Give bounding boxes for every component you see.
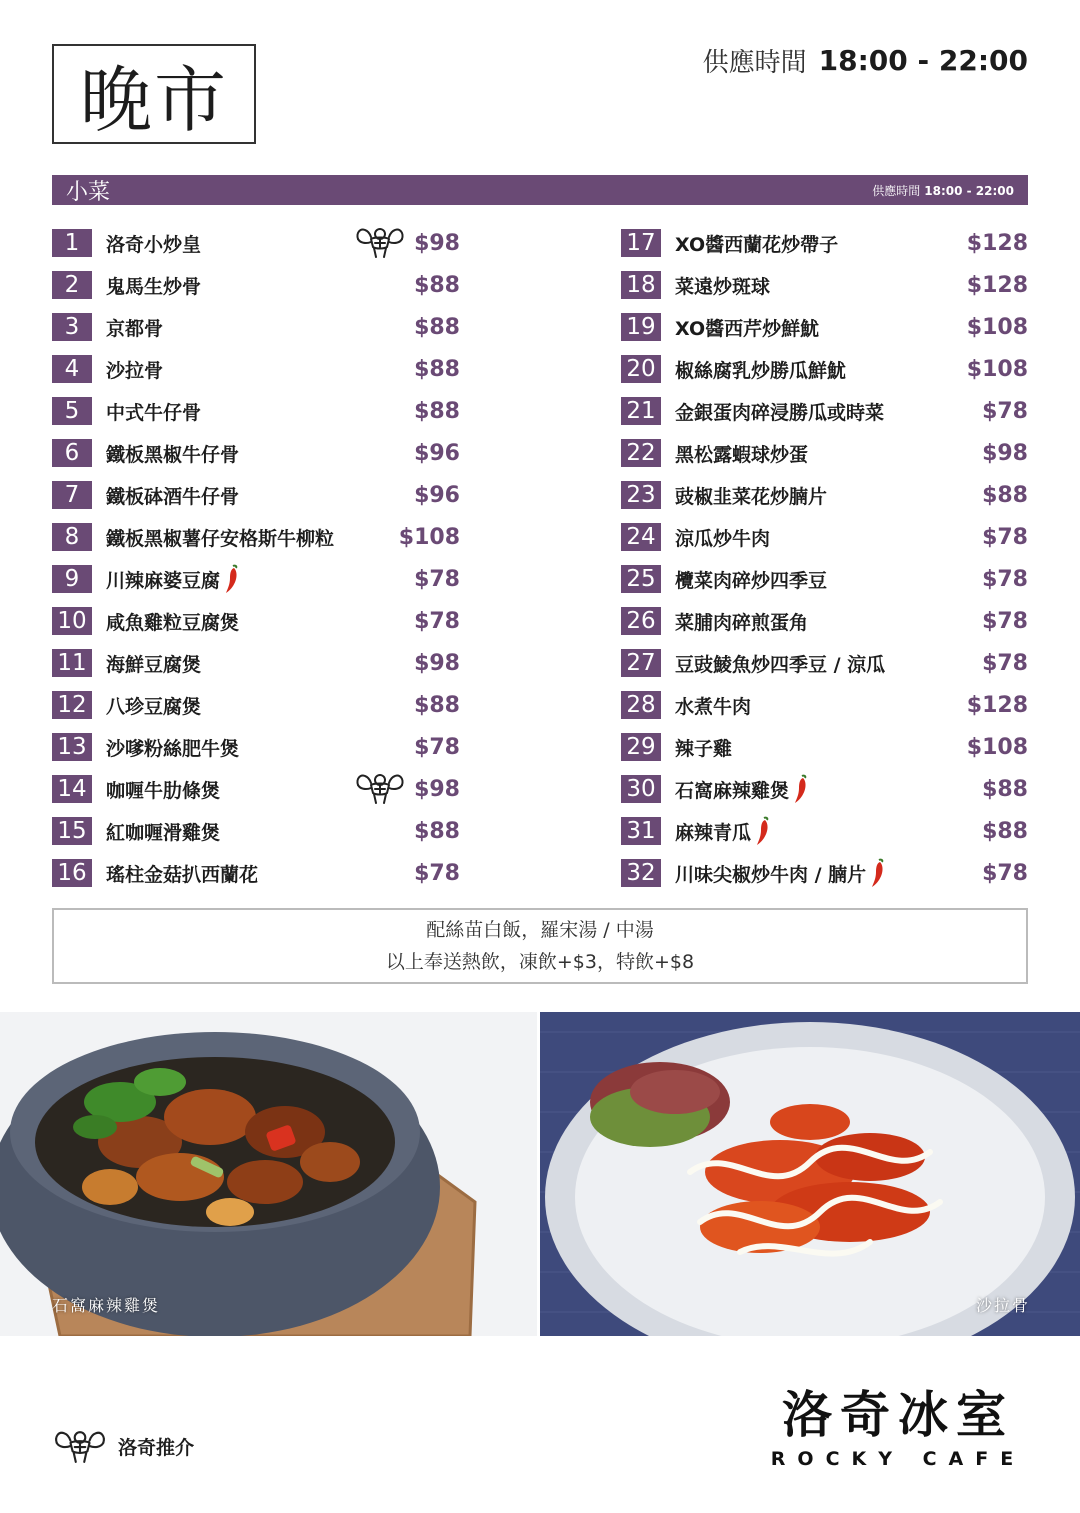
item-name-wrap <box>675 314 819 341</box>
menu-item <box>52 810 460 852</box>
legend <box>52 1428 194 1464</box>
item-price: $78 <box>414 566 460 592</box>
menu-item <box>52 390 460 432</box>
menu-item <box>621 684 1028 726</box>
item-number: 15 <box>52 817 92 845</box>
menu-item <box>52 768 460 810</box>
item-price: $128 <box>966 272 1028 298</box>
item-name-wrap <box>106 860 258 887</box>
item-price: $88 <box>982 776 1028 802</box>
item-name: 麻辣青瓜 <box>675 821 752 844</box>
set-note <box>52 908 1028 984</box>
menu-item <box>52 516 460 558</box>
chili-icon <box>755 816 771 846</box>
item-price: $78 <box>982 398 1028 424</box>
item-name-wrap <box>106 608 239 635</box>
item-price: $98 <box>414 650 460 676</box>
service-hours-label: 供應時間 <box>702 47 807 78</box>
menu-item <box>621 726 1028 768</box>
item-number: 3 <box>52 313 92 341</box>
rocky-recommend-icon <box>354 225 406 259</box>
item-name-wrap <box>675 272 770 299</box>
item-name-wrap <box>675 608 808 635</box>
item-name: 咖喱牛肋條煲 <box>106 779 221 802</box>
item-price: $88 <box>414 398 460 424</box>
menu-item <box>621 264 1028 306</box>
item-price: $88 <box>982 818 1028 844</box>
menu-item <box>621 768 1028 810</box>
item-name-wrap <box>106 272 201 299</box>
item-price: $108 <box>398 524 460 550</box>
item-name: 石窩麻辣雞煲 <box>675 779 790 802</box>
item-name-wrap <box>106 650 201 677</box>
item-name: 鐵板砵酒牛仔骨 <box>106 485 240 508</box>
item-name: 沙嗲粉絲肥牛煲 <box>106 737 240 760</box>
item-name-wrap <box>106 356 163 383</box>
item-name-wrap <box>106 482 239 509</box>
photo-caption-left: 石窩麻辣雞煲 <box>52 1296 161 1315</box>
item-number: 8 <box>52 523 92 551</box>
item-name-wrap <box>675 774 809 804</box>
item-name-wrap <box>106 440 239 467</box>
item-number: 13 <box>52 733 92 761</box>
menu-item <box>621 222 1028 264</box>
item-name-wrap <box>106 398 201 425</box>
item-name: 洛奇小炒皇 <box>106 233 202 256</box>
salad-ribs-image <box>540 1012 1080 1336</box>
menu-item <box>52 642 460 684</box>
item-name-wrap <box>675 524 770 551</box>
item-number: 22 <box>621 439 661 467</box>
item-name: 八珍豆腐煲 <box>106 695 202 718</box>
item-name-wrap <box>675 482 827 509</box>
item-name: 京都骨 <box>106 317 164 340</box>
item-name-wrap <box>675 356 846 383</box>
chili-icon <box>870 858 886 888</box>
item-number: 14 <box>52 775 92 803</box>
menu-item <box>52 474 460 516</box>
item-name-wrap <box>675 734 732 761</box>
item-number: 26 <box>621 607 661 635</box>
rocky-mascot-icon <box>52 1428 108 1464</box>
item-name: XO醬西芹炒鮮魷 <box>675 317 820 340</box>
item-name-wrap <box>106 734 239 761</box>
item-number: 27 <box>621 649 661 677</box>
item-number: 25 <box>621 565 661 593</box>
set-note-line-2: 以上奉送熱飲，凍飲+$3，特飲+$8 <box>385 951 695 973</box>
item-name-wrap <box>675 230 838 257</box>
item-price: $78 <box>982 608 1028 634</box>
item-name-wrap <box>106 230 201 257</box>
menu-item <box>621 516 1028 558</box>
item-price: $88 <box>414 818 460 844</box>
item-price: $108 <box>966 356 1028 382</box>
menu-item <box>52 726 460 768</box>
menu-item <box>52 600 460 642</box>
item-name: 涼瓜炒牛肉 <box>675 527 771 550</box>
item-name: 咸魚雞粒豆腐煲 <box>106 611 240 634</box>
item-number: 28 <box>621 691 661 719</box>
item-number: 32 <box>621 859 661 887</box>
item-price: $88 <box>982 482 1028 508</box>
item-name: 菜遠炒斑球 <box>675 275 771 298</box>
item-price: $128 <box>966 230 1028 256</box>
page-title: 晚市 <box>52 44 256 144</box>
claypot-chicken-image <box>0 1012 537 1336</box>
item-price: $96 <box>414 440 460 466</box>
item-name: 辣子雞 <box>675 737 733 760</box>
section-service-hours <box>872 182 1014 199</box>
item-price: $88 <box>414 356 460 382</box>
service-hours-time: 18:00 - 22:00 <box>818 43 1028 77</box>
item-number: 10 <box>52 607 92 635</box>
item-price: $98 <box>414 776 460 802</box>
menu-item <box>621 852 1028 894</box>
item-name-wrap <box>106 524 334 551</box>
item-price: $96 <box>414 482 460 508</box>
item-price: $128 <box>966 692 1028 718</box>
item-number: 9 <box>52 565 92 593</box>
menu-item <box>621 390 1028 432</box>
section-service-label: 供應時間 <box>872 183 921 198</box>
item-price: $108 <box>966 734 1028 760</box>
item-price: $78 <box>414 860 460 886</box>
item-name: 水煮牛肉 <box>675 695 752 718</box>
item-number: 24 <box>621 523 661 551</box>
item-name: 椒絲腐乳炒勝瓜鮮魷 <box>675 359 847 382</box>
item-number: 12 <box>52 691 92 719</box>
item-number: 1 <box>52 229 92 257</box>
section-service-time: 18:00 - 22:00 <box>924 183 1014 198</box>
item-number: 31 <box>621 817 661 845</box>
item-price: $78 <box>982 860 1028 886</box>
item-name-wrap <box>106 776 220 803</box>
menu-item <box>621 432 1028 474</box>
brand-name-en: ROCKY CAFE <box>770 1448 1026 1470</box>
item-number: 23 <box>621 481 661 509</box>
item-name: 鬼馬生炒骨 <box>106 275 202 298</box>
item-number: 5 <box>52 397 92 425</box>
chili-icon <box>224 564 240 594</box>
item-name: 鐵板黑椒牛仔骨 <box>106 443 240 466</box>
item-name-wrap <box>106 564 240 594</box>
menu-item <box>621 600 1028 642</box>
item-price: $98 <box>982 440 1028 466</box>
item-name-wrap <box>675 566 827 593</box>
item-name: 中式牛仔骨 <box>106 401 202 424</box>
chili-icon <box>793 774 809 804</box>
dish-photo-salad-ribs <box>540 1012 1080 1336</box>
menu-item <box>52 432 460 474</box>
item-name-wrap <box>675 692 751 719</box>
item-price: $88 <box>414 692 460 718</box>
section-name: 小菜 <box>66 179 111 205</box>
item-name: 金銀蛋肉碎浸勝瓜或時菜 <box>675 401 885 424</box>
legend-label: 洛奇推介 <box>118 1436 195 1459</box>
item-number: 4 <box>52 355 92 383</box>
menu-item <box>52 348 460 390</box>
item-number: 20 <box>621 355 661 383</box>
menu-item <box>621 810 1028 852</box>
item-price: $78 <box>414 734 460 760</box>
menu-item <box>621 558 1028 600</box>
item-number: 21 <box>621 397 661 425</box>
item-name: 紅咖喱滑雞煲 <box>106 821 221 844</box>
item-number: 6 <box>52 439 92 467</box>
menu-column-left <box>52 222 460 894</box>
dish-photo-claypot-chicken <box>0 1012 537 1336</box>
item-name: 川味尖椒炒牛肉 / 腩片 <box>675 863 867 886</box>
item-number: 18 <box>621 271 661 299</box>
item-name: 川辣麻婆豆腐 <box>106 569 221 592</box>
item-name-wrap <box>675 440 808 467</box>
item-name-wrap <box>106 818 220 845</box>
item-name: 黑松露蝦球炒蛋 <box>675 443 809 466</box>
item-name: 瑤柱金菇扒西蘭花 <box>106 863 259 886</box>
item-price: $78 <box>982 650 1028 676</box>
rocky-recommend-icon <box>354 771 406 805</box>
item-name-wrap <box>675 816 771 846</box>
item-number: 16 <box>52 859 92 887</box>
item-number: 2 <box>52 271 92 299</box>
item-number: 17 <box>621 229 661 257</box>
item-number: 19 <box>621 313 661 341</box>
menu-item <box>52 852 460 894</box>
item-number: 7 <box>52 481 92 509</box>
item-name: 豆豉鯪魚炒四季豆 / 涼瓜 <box>675 653 886 676</box>
item-number: 30 <box>621 775 661 803</box>
menu-column-right <box>621 222 1028 894</box>
item-price: $98 <box>414 230 460 256</box>
menu-item <box>52 558 460 600</box>
item-name-wrap <box>675 858 886 888</box>
brand-logo <box>768 1386 1028 1470</box>
item-name-wrap <box>675 398 884 425</box>
brand-name-zh: 洛奇冰室 <box>782 1386 1014 1444</box>
item-name: 鐵板黑椒薯仔安格斯牛柳粒 <box>106 527 335 550</box>
item-name: 海鮮豆腐煲 <box>106 653 202 676</box>
item-number: 11 <box>52 649 92 677</box>
menu-item <box>52 684 460 726</box>
menu-item <box>621 348 1028 390</box>
item-name: 欖菜肉碎炒四季豆 <box>675 569 828 592</box>
item-price: $78 <box>414 608 460 634</box>
item-name-wrap <box>675 650 885 677</box>
menu-item <box>621 474 1028 516</box>
section-header <box>52 175 1028 205</box>
menu-item <box>52 306 460 348</box>
service-hours <box>703 40 1028 80</box>
item-number: 29 <box>621 733 661 761</box>
item-name: 豉椒韭菜花炒腩片 <box>675 485 828 508</box>
item-price: $88 <box>414 314 460 340</box>
menu-item <box>621 306 1028 348</box>
menu-item <box>52 222 460 264</box>
item-name-wrap <box>106 314 163 341</box>
photo-caption-right: 沙拉骨 <box>975 1296 1030 1315</box>
menu-item <box>52 264 460 306</box>
item-name: 菜脯肉碎煎蛋角 <box>675 611 809 634</box>
item-price: $78 <box>982 524 1028 550</box>
item-price: $108 <box>966 314 1028 340</box>
item-price: $78 <box>982 566 1028 592</box>
item-name: XO醬西蘭花炒帶子 <box>675 233 839 256</box>
item-name-wrap <box>106 692 201 719</box>
item-price: $88 <box>414 272 460 298</box>
item-name: 沙拉骨 <box>106 359 164 382</box>
set-note-line-1: 配絲苗白飯，羅宋湯 / 中湯 <box>426 919 654 941</box>
menu-item <box>621 642 1028 684</box>
